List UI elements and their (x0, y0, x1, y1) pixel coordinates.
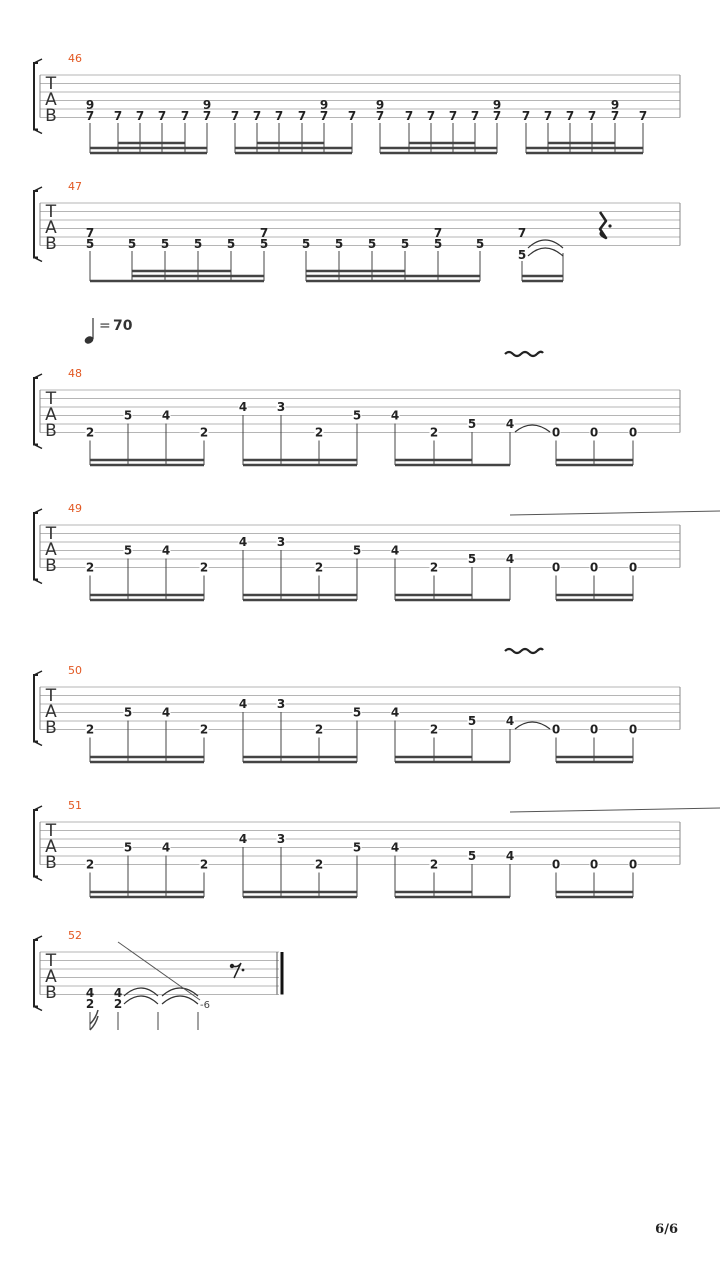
fret-number: 4 (238, 697, 248, 711)
tempo-equals: = (99, 318, 111, 334)
tab-clef-t: T (45, 821, 57, 841)
fret-number: 9 (610, 98, 620, 112)
fret-number: 4 (161, 543, 171, 558)
tab-clef-t: T (45, 524, 57, 544)
fret-number: 5 (352, 408, 362, 423)
tab-clef-b: B (45, 106, 57, 126)
beam-group (395, 721, 510, 763)
fret-number: 7 (638, 109, 648, 123)
fret-number: 5 (475, 237, 485, 251)
fret-number: 9 (85, 98, 95, 112)
fret-number: 2 (314, 722, 324, 737)
fret-number: 2 (113, 997, 123, 1011)
fret-number: 0 (589, 560, 599, 575)
beam-group (556, 441, 633, 466)
fret-number: 5 (123, 840, 133, 855)
tab-clef-a: A (45, 540, 57, 560)
fret-number: 4 (113, 986, 123, 1000)
fret-number: 7 (543, 109, 553, 123)
fret-number: 0 (628, 857, 638, 872)
measure-number: 47 (68, 180, 82, 193)
fret-number: 0 (589, 857, 599, 872)
beam-group (243, 847, 357, 897)
tab-clef-a: A (45, 967, 57, 987)
fret-number: 7 (319, 109, 329, 123)
fret-number: 7 (565, 109, 575, 123)
fret-number: 7 (180, 109, 190, 123)
beam-group (90, 123, 207, 153)
fret-number: 7 (517, 226, 527, 240)
fret-number: 7 (375, 109, 385, 123)
fret-number: 0 (551, 425, 561, 440)
tab-clef-t: T (45, 74, 57, 94)
beam-group (90, 559, 204, 601)
system-bracket (34, 63, 38, 130)
fret-number: 5 (433, 237, 443, 251)
fret-number: 7 (347, 109, 357, 123)
measure-number: 50 (68, 664, 82, 677)
fret-number: 4 (85, 986, 95, 1000)
fret-number: 4 (390, 840, 400, 855)
fret-number: 2 (314, 560, 324, 575)
fret-number: 2 (199, 857, 209, 872)
fret-number: 4 (390, 705, 400, 720)
fret-number: 5 (127, 237, 137, 251)
measure-number: 48 (68, 367, 82, 380)
fret-number: 5 (85, 237, 95, 251)
beam-group (380, 123, 497, 153)
fret-number: 5 (517, 248, 527, 262)
fret-number: 7 (587, 109, 597, 123)
system-bracket (34, 378, 38, 445)
fret-number: 5 (467, 714, 477, 728)
fret-number: 5 (367, 237, 377, 251)
fret-number: 5 (301, 237, 311, 251)
fret-number: 7 (521, 109, 531, 123)
fret-number: 3 (276, 697, 286, 711)
fret-number: 5 (467, 552, 477, 566)
fret-number: 5 (352, 543, 362, 558)
fret-number: 9 (319, 98, 329, 112)
fret-number: 0 (628, 425, 638, 440)
fret-number: 5 (259, 237, 269, 251)
system-bracket (34, 513, 38, 580)
fret-number: 7 (85, 109, 95, 123)
fret-number: 7 (470, 109, 480, 123)
fret-number: 5 (226, 237, 236, 251)
fret-number: 0 (589, 722, 599, 737)
fret-number: 7 (492, 109, 502, 123)
fret-number: 7 (85, 226, 95, 240)
fret-number: 2 (314, 857, 324, 872)
fret-number: 2 (314, 425, 324, 440)
beam-group (556, 873, 633, 898)
fret-number: 5 (400, 237, 410, 251)
fret-number: 3 (276, 535, 286, 549)
fret-number: 2 (429, 722, 439, 737)
system-bracket (34, 940, 38, 1007)
fret-number: 0 (551, 857, 561, 872)
tab-clef-a: A (45, 405, 57, 425)
tie-arc (515, 425, 550, 432)
fret-number: 4 (505, 417, 515, 431)
fret-number: 7 (404, 109, 414, 123)
beam-group (90, 721, 204, 763)
fret-number: 2 (199, 425, 209, 440)
beam-group (243, 415, 357, 465)
fret-number: 2 (85, 560, 95, 575)
beam-group (235, 123, 352, 153)
fret-number: 2 (429, 560, 439, 575)
fret-number: 0 (628, 560, 638, 575)
fret-number: 7 (135, 109, 145, 123)
fret-number: 3 (276, 400, 286, 414)
fret-number: 2 (85, 857, 95, 872)
beam-group (90, 251, 264, 281)
tempo-value: 70 (113, 318, 133, 334)
fret-number: 4 (161, 840, 171, 855)
tie-arc (528, 240, 563, 248)
tab-clef-a: A (45, 90, 57, 110)
fret-number: 7 (448, 109, 458, 123)
system-bracket (34, 191, 38, 258)
fret-number: 7 (202, 109, 212, 123)
measure-number: 52 (68, 929, 82, 942)
slide-line (510, 808, 720, 812)
beam-group (395, 424, 510, 466)
fret-number: 5 (467, 849, 477, 863)
fret-number: 4 (390, 408, 400, 423)
fret-number: 5 (160, 237, 170, 251)
fret-number: -6 (200, 1000, 210, 1011)
fret-number: 7 (113, 109, 123, 123)
staff (34, 59, 680, 134)
fret-number: 7 (297, 109, 307, 123)
beam-group (395, 856, 510, 898)
tie-arc (515, 722, 550, 729)
measure-number: 46 (68, 52, 82, 65)
tab-clef-t: T (45, 202, 57, 222)
fret-number: 2 (429, 425, 439, 440)
rest-dot (242, 969, 245, 972)
tab-clef-a: A (45, 218, 57, 238)
system-bracket (34, 675, 38, 742)
fret-number: 4 (161, 705, 171, 720)
slide-line (510, 511, 720, 515)
beam-group (522, 261, 563, 281)
fret-number: 7 (259, 226, 269, 240)
fret-number: 4 (238, 535, 248, 549)
fret-number: 7 (274, 109, 284, 123)
fret-number: 0 (628, 722, 638, 737)
fret-number: 7 (610, 109, 620, 123)
tab-clef-a: A (45, 702, 57, 722)
fret-number: 5 (352, 840, 362, 855)
fret-number: 4 (505, 714, 515, 728)
fret-number: 5 (334, 237, 344, 251)
measure-number: 49 (68, 502, 82, 515)
page-indicator: 6/6 (655, 1222, 678, 1237)
tab-clef-b: B (45, 853, 57, 873)
fret-number: 5 (123, 543, 133, 558)
beam-group (306, 251, 480, 281)
fret-number: 2 (85, 425, 95, 440)
fret-number: 7 (230, 109, 240, 123)
fret-number: 2 (85, 997, 95, 1011)
vibrato-mark (505, 352, 543, 356)
tab-clef-b: B (45, 234, 57, 254)
tab-clef-t: T (45, 686, 57, 706)
fret-number: 7 (426, 109, 436, 123)
tie-arc (528, 248, 563, 256)
fret-number: 7 (433, 226, 443, 240)
fret-number: 4 (161, 408, 171, 423)
beam-group (526, 123, 643, 153)
fret-number: 2 (85, 722, 95, 737)
quarter-rest (600, 212, 606, 238)
fret-number: 0 (551, 722, 561, 737)
fret-number: 4 (505, 849, 515, 863)
fret-number: 3 (276, 832, 286, 846)
fret-number: 0 (551, 560, 561, 575)
measure-number: 51 (68, 799, 82, 812)
fret-number: 2 (199, 560, 209, 575)
fret-number: 5 (193, 237, 203, 251)
note-flag (90, 1010, 98, 1030)
tie-arc (162, 996, 198, 1004)
beam-group (556, 738, 633, 763)
tab-clef-b: B (45, 718, 57, 738)
tab-clef-a: A (45, 837, 57, 857)
fret-number: 4 (390, 543, 400, 558)
fret-number: 9 (202, 98, 212, 112)
fret-number: 4 (238, 400, 248, 414)
tab-clef-t: T (45, 389, 57, 409)
fret-number: 2 (199, 722, 209, 737)
fret-number: 2 (429, 857, 439, 872)
beam-group (90, 856, 204, 898)
fret-number: 7 (157, 109, 167, 123)
fret-number: 9 (492, 98, 502, 112)
fret-number: 4 (238, 832, 248, 846)
beam-group (243, 550, 357, 600)
vibrato-mark (505, 649, 543, 653)
beam-group (90, 424, 204, 466)
beam-group (556, 576, 633, 601)
fret-number: 5 (467, 417, 477, 431)
fret-number: 4 (505, 552, 515, 566)
fret-number: 0 (589, 425, 599, 440)
fret-number: 7 (252, 109, 262, 123)
tab-clef-b: B (45, 983, 57, 1003)
beam-group (243, 712, 357, 762)
fret-number: 5 (123, 408, 133, 423)
fret-number: 9 (375, 98, 385, 112)
system-bracket (34, 810, 38, 877)
tab-clef-t: T (45, 951, 57, 971)
rest-dot (608, 224, 611, 227)
beam-group (395, 559, 510, 601)
tab-clef-b: B (45, 421, 57, 441)
staff (34, 936, 279, 1011)
fret-number: 5 (123, 705, 133, 720)
tie-arc (124, 996, 158, 1004)
tab-clef-b: B (45, 556, 57, 576)
fret-number: 5 (352, 705, 362, 720)
